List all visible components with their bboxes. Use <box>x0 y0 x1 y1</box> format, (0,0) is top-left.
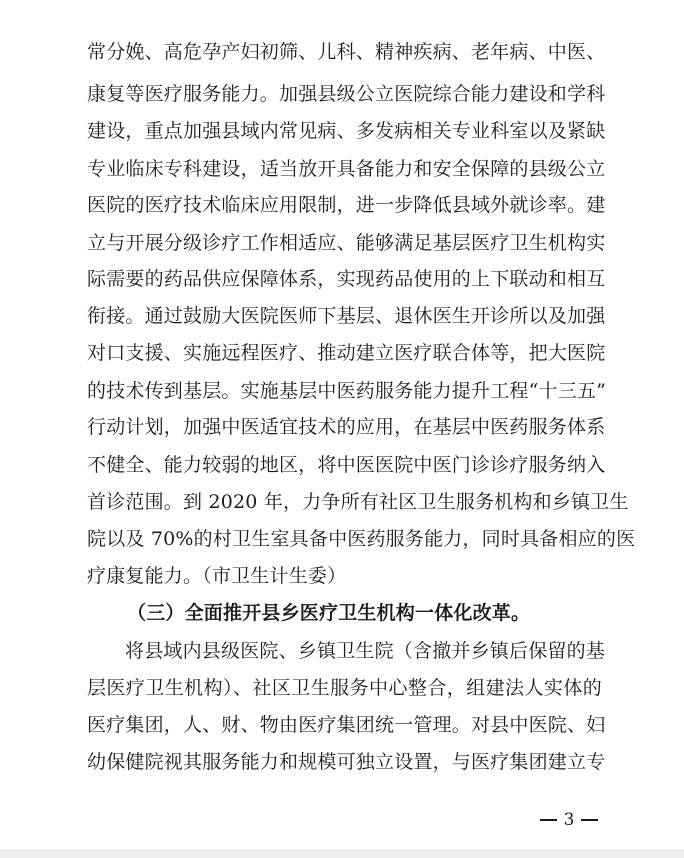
body-text-line: 对口支援、实施远程医疗、推动建立医疗联合体等，把大医院 <box>87 342 606 364</box>
body-text-line: 首诊范围。到 2020 年，力争所有社区卫生服务机构和乡镇卫生 <box>87 491 629 513</box>
body-text-line: 立与开展分级诊疗工作相适应、能够满足基层医疗卫生机构实 <box>87 232 606 254</box>
body-text-line: 建设，重点加强县域内常见病、多发病相关专业科室以及紧缺 <box>87 120 606 142</box>
page-number <box>540 808 598 832</box>
page-bottom-edge <box>0 850 684 858</box>
body-text-line: 疗康复能力。（市卫生计生委） <box>87 565 347 587</box>
body-text-line: 将县域内县级医院、乡镇卫生院（含撤并乡镇后保留的基 <box>125 640 606 662</box>
body-text-line: 医院的医疗技术临床应用限制，进一步降低县域外就诊率。建 <box>87 194 606 216</box>
body-text-line: 医疗集团，人、财、物由医疗集团统一管理。对县中医院、妇 <box>87 714 606 736</box>
body-text-line: 幼保健院视其服务能力和规模可独立设置，与医疗集团建立专 <box>87 751 606 773</box>
page-number-dash <box>581 819 598 821</box>
section-heading: （三）全面推开县乡医疗卫生机构一体化改革。 <box>127 602 531 624</box>
body-text-line: 行动计划，加强中医适宜技术的应用，在基层中医药服务体系 <box>87 416 606 438</box>
body-text-line: 康复等医疗服务能力。加强县级公立医院综合能力建设和学科 <box>87 83 606 105</box>
body-text-line: 院以及 70%的村卫生室具备中医药服务能力，同时具备相应的医 <box>87 528 636 550</box>
body-text-line: 不健全、能力较弱的地区，将中医医院中医门诊诊疗服务纳入 <box>87 454 606 476</box>
page-number-dash <box>540 819 557 821</box>
body-text-line: 衔接。通过鼓励大医院医师下基层、退休医生开诊所以及加强 <box>87 305 606 327</box>
body-text-line: 常分娩、高危孕产妇初筛、儿科、精神疾病、老年病、中医、 <box>87 41 606 63</box>
body-text-line: 层医疗卫生机构）、社区卫生服务中心整合，组建法人实体的 <box>87 677 602 699</box>
body-text-line: 专业临床专科建设，适当放开具备能力和安全保障的县级公立 <box>87 158 606 180</box>
page-number-value: 3 <box>563 810 575 830</box>
body-text-line: 际需要的药品供应保障体系，实现药品使用的上下联动和相互 <box>87 268 606 290</box>
body-text-line: 的技术传到基层。实施基层中医药服务能力提升工程“十三五” <box>87 380 607 402</box>
